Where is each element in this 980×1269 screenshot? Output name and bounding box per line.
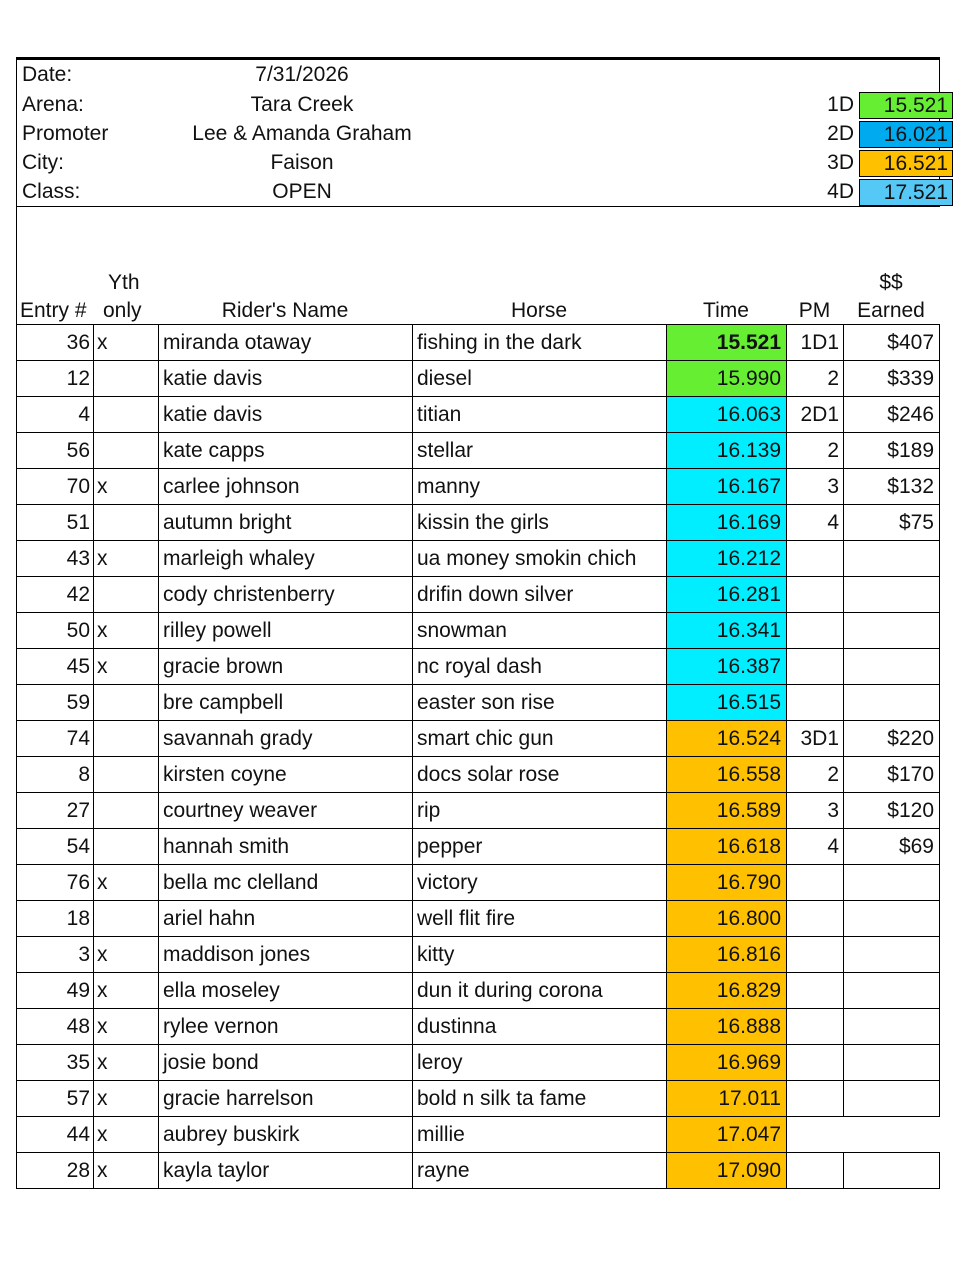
- youth-flag: x: [94, 469, 159, 505]
- placement: 4: [787, 829, 844, 865]
- col-header-horse: Horse: [510, 299, 568, 322]
- table-row: [17, 973, 940, 1009]
- run-time: 15.990: [667, 361, 787, 397]
- horse-name: dun it during corona: [413, 973, 667, 1009]
- earnings: [844, 1045, 940, 1081]
- division-1-time: 15.521: [859, 92, 953, 119]
- earnings: [844, 649, 940, 685]
- earnings: [844, 541, 940, 577]
- entry-number: 8: [17, 757, 94, 793]
- run-time: 16.888: [667, 1009, 787, 1045]
- rider-name: josie bond: [159, 1045, 413, 1081]
- rider-name: hannah smith: [159, 829, 413, 865]
- run-time: 16.167: [667, 469, 787, 505]
- youth-flag: x: [94, 541, 159, 577]
- rider-name: savannah grady: [159, 721, 413, 757]
- table-row: [17, 541, 940, 577]
- entry-number: 12: [17, 361, 94, 397]
- entry-number: 50: [17, 613, 94, 649]
- rider-name: gracie harrelson: [159, 1081, 413, 1117]
- horse-name: ua money smokin chich: [413, 541, 667, 577]
- col-header-yth: Yth: [108, 271, 140, 294]
- run-time: 16.790: [667, 865, 787, 901]
- entry-number: 48: [17, 1009, 94, 1045]
- earnings: $170: [844, 757, 940, 793]
- entry-number: 42: [17, 577, 94, 613]
- city-row: [17, 148, 948, 178]
- placement: 2: [787, 433, 844, 469]
- earnings: [844, 1153, 940, 1189]
- run-time: 16.816: [667, 937, 787, 973]
- col-header-rider: Rider's Name: [221, 299, 349, 322]
- earnings: [844, 937, 940, 973]
- youth-flag: x: [94, 1045, 159, 1081]
- placement: [787, 937, 844, 973]
- placement: [787, 649, 844, 685]
- entry-number: 74: [17, 721, 94, 757]
- placement: [787, 685, 844, 721]
- class-row: [17, 177, 948, 207]
- entry-number: 36: [17, 325, 94, 361]
- run-time: 16.558: [667, 757, 787, 793]
- horse-name: docs solar rose: [413, 757, 667, 793]
- placement: 3D1: [787, 721, 844, 757]
- promoter-value: Lee & Amanda Graham: [192, 122, 412, 145]
- table-row: [17, 361, 940, 397]
- placement: 3: [787, 793, 844, 829]
- date-label: Date:: [22, 63, 73, 86]
- entry-number: 44: [17, 1117, 94, 1153]
- horse-name: smart chic gun: [413, 721, 667, 757]
- entry-number: 43: [17, 541, 94, 577]
- entry-number: 27: [17, 793, 94, 829]
- horse-name: diesel: [413, 361, 667, 397]
- placement: 4: [787, 505, 844, 541]
- division-3-time: 16.521: [859, 150, 953, 177]
- entry-number: 56: [17, 433, 94, 469]
- table-row: [17, 649, 940, 685]
- table-row: [17, 397, 940, 433]
- youth-flag: x: [94, 649, 159, 685]
- table-row: [17, 433, 940, 469]
- rider-name: aubrey buskirk: [159, 1117, 413, 1153]
- placement: [787, 973, 844, 1009]
- horse-name: victory: [413, 865, 667, 901]
- placement: [787, 1081, 844, 1117]
- division-4-time: 17.521: [859, 179, 953, 206]
- rider-name: marleigh whaley: [159, 541, 413, 577]
- earnings: [844, 865, 940, 901]
- earnings: [844, 577, 940, 613]
- table-row: [17, 505, 940, 541]
- rider-name: maddison jones: [159, 937, 413, 973]
- col-header-earned: Earned: [857, 299, 925, 322]
- rider-name: kate capps: [159, 433, 413, 469]
- youth-flag: [94, 685, 159, 721]
- horse-name: rip: [413, 793, 667, 829]
- rider-name: courtney weaver: [159, 793, 413, 829]
- earnings: [844, 973, 940, 1009]
- earnings: $220: [844, 721, 940, 757]
- rider-name: gracie brown: [159, 649, 413, 685]
- date-row: [17, 60, 939, 90]
- table-row: [17, 865, 940, 901]
- table-row: [17, 901, 940, 937]
- rider-name: katie davis: [159, 361, 413, 397]
- horse-name: manny: [413, 469, 667, 505]
- entry-number: 18: [17, 901, 94, 937]
- horse-name: rayne: [413, 1153, 667, 1189]
- table-row: [17, 829, 940, 865]
- arena-value: Tara Creek: [250, 93, 354, 116]
- entry-number: 3: [17, 937, 94, 973]
- placement: 2: [787, 361, 844, 397]
- division-2-label: 2D: [827, 122, 854, 145]
- rider-name: carlee johnson: [159, 469, 413, 505]
- placement: 2D1: [787, 397, 844, 433]
- col-header-earned-top: $$: [879, 271, 903, 294]
- placement: [787, 1009, 844, 1045]
- run-time: 16.341: [667, 613, 787, 649]
- youth-flag: x: [94, 325, 159, 361]
- rider-name: cody christenberry: [159, 577, 413, 613]
- run-time: 17.090: [667, 1153, 787, 1189]
- youth-flag: x: [94, 1081, 159, 1117]
- entry-number: 57: [17, 1081, 94, 1117]
- youth-flag: x: [94, 937, 159, 973]
- col-header-pm: PM: [798, 299, 831, 322]
- rider-name: katie davis: [159, 397, 413, 433]
- division-2-time: 16.021: [859, 121, 953, 148]
- horse-name: millie: [413, 1117, 667, 1153]
- youth-flag: [94, 793, 159, 829]
- placement: [787, 1117, 844, 1153]
- run-time: 16.618: [667, 829, 787, 865]
- run-time: 17.047: [667, 1117, 787, 1153]
- table-row: [17, 469, 940, 505]
- entry-number: 28: [17, 1153, 94, 1189]
- horse-name: snowman: [413, 613, 667, 649]
- earnings: $246: [844, 397, 940, 433]
- youth-flag: [94, 361, 159, 397]
- earnings: [844, 1009, 940, 1045]
- placement: 3: [787, 469, 844, 505]
- run-time: 16.589: [667, 793, 787, 829]
- table-row: [17, 1045, 940, 1081]
- earnings: $407: [844, 325, 940, 361]
- rider-name: miranda otaway: [159, 325, 413, 361]
- youth-flag: x: [94, 1009, 159, 1045]
- table-row: [17, 685, 940, 721]
- run-time: 16.524: [667, 721, 787, 757]
- horse-name: pepper: [413, 829, 667, 865]
- youth-flag: x: [94, 973, 159, 1009]
- table-row: [17, 1153, 940, 1189]
- placement: [787, 613, 844, 649]
- run-time: 16.212: [667, 541, 787, 577]
- entry-number: 35: [17, 1045, 94, 1081]
- table-row: [17, 1009, 940, 1045]
- city-label: City:: [22, 151, 64, 174]
- earnings: $339: [844, 361, 940, 397]
- earnings: [844, 901, 940, 937]
- rider-name: rylee vernon: [159, 1009, 413, 1045]
- youth-flag: x: [94, 865, 159, 901]
- youth-flag: [94, 577, 159, 613]
- date-value: 7/31/2026: [255, 63, 349, 86]
- table-row: [17, 325, 940, 361]
- entry-number: 70: [17, 469, 94, 505]
- earnings: $189: [844, 433, 940, 469]
- rider-name: rilley powell: [159, 613, 413, 649]
- horse-name: kissin the girls: [413, 505, 667, 541]
- table-row: [17, 757, 940, 793]
- table-row: [17, 937, 940, 973]
- entry-number: 51: [17, 505, 94, 541]
- event-header: [16, 60, 948, 207]
- horse-name: kitty: [413, 937, 667, 973]
- horse-name: stellar: [413, 433, 667, 469]
- promoter-label: Promoter: [22, 122, 109, 145]
- placement: 2: [787, 757, 844, 793]
- entry-number: 76: [17, 865, 94, 901]
- table-row: [17, 721, 940, 757]
- youth-flag: [94, 721, 159, 757]
- earnings: $132: [844, 469, 940, 505]
- run-time: 16.829: [667, 973, 787, 1009]
- entry-number: 49: [17, 973, 94, 1009]
- run-time: 15.521: [667, 325, 787, 361]
- earnings: $120: [844, 793, 940, 829]
- table-row: [17, 1081, 940, 1117]
- placement: [787, 865, 844, 901]
- horse-name: bold n silk ta fame: [413, 1081, 667, 1117]
- rider-name: ariel hahn: [159, 901, 413, 937]
- table-row: [17, 577, 940, 613]
- run-time: 16.063: [667, 397, 787, 433]
- placement: [787, 1153, 844, 1189]
- run-time: 16.515: [667, 685, 787, 721]
- youth-flag: [94, 901, 159, 937]
- class-value: OPEN: [272, 180, 332, 203]
- youth-flag: [94, 397, 159, 433]
- rider-name: bre campbell: [159, 685, 413, 721]
- rider-name: autumn bright: [159, 505, 413, 541]
- results-body: [17, 325, 940, 1189]
- earnings: [844, 685, 940, 721]
- col-header-time: Time: [703, 299, 749, 322]
- promoter-row: [17, 119, 948, 149]
- earnings: [844, 1081, 940, 1117]
- table-row: [17, 1117, 940, 1153]
- arena-label: Arena:: [22, 93, 84, 116]
- division-4-label: 4D: [827, 180, 854, 203]
- city-value: Faison: [270, 151, 334, 174]
- earnings: $69: [844, 829, 940, 865]
- horse-name: titian: [413, 397, 667, 433]
- class-label: Class:: [22, 180, 81, 203]
- horse-name: nc royal dash: [413, 649, 667, 685]
- placement: [787, 541, 844, 577]
- run-time: 16.800: [667, 901, 787, 937]
- run-time: 17.011: [667, 1081, 787, 1117]
- horse-name: easter son rise: [413, 685, 667, 721]
- left-rule: [16, 206, 17, 324]
- earnings: [844, 613, 940, 649]
- horse-name: leroy: [413, 1045, 667, 1081]
- placement: [787, 901, 844, 937]
- horse-name: drifin down silver: [413, 577, 667, 613]
- rider-name: bella mc clelland: [159, 865, 413, 901]
- run-time: 16.387: [667, 649, 787, 685]
- placement: [787, 577, 844, 613]
- youth-flag: [94, 505, 159, 541]
- col-header-entry: Entry #: [20, 299, 87, 322]
- youth-flag: [94, 829, 159, 865]
- entry-number: 4: [17, 397, 94, 433]
- earnings: [844, 1117, 940, 1153]
- division-3-label: 3D: [827, 151, 854, 174]
- placement: [787, 1045, 844, 1081]
- results-table: [16, 324, 940, 1189]
- table-row: [17, 793, 940, 829]
- rider-name: kayla taylor: [159, 1153, 413, 1189]
- run-time: 16.169: [667, 505, 787, 541]
- run-time: 16.969: [667, 1045, 787, 1081]
- table-row: [17, 613, 940, 649]
- entry-number: 45: [17, 649, 94, 685]
- division-1-label: 1D: [827, 93, 854, 116]
- youth-flag: x: [94, 613, 159, 649]
- run-time: 16.281: [667, 577, 787, 613]
- placement: 1D1: [787, 325, 844, 361]
- youth-flag: [94, 433, 159, 469]
- run-time: 16.139: [667, 433, 787, 469]
- youth-flag: [94, 757, 159, 793]
- arena-row: [17, 90, 948, 120]
- horse-name: fishing in the dark: [413, 325, 667, 361]
- rider-name: ella moseley: [159, 973, 413, 1009]
- entry-number: 54: [17, 829, 94, 865]
- rider-name: kirsten coyne: [159, 757, 413, 793]
- horse-name: well flit fire: [413, 901, 667, 937]
- entry-number: 59: [17, 685, 94, 721]
- col-header-only: only: [103, 299, 142, 322]
- horse-name: dustinna: [413, 1009, 667, 1045]
- youth-flag: x: [94, 1117, 159, 1153]
- youth-flag: x: [94, 1153, 159, 1189]
- earnings: $75: [844, 505, 940, 541]
